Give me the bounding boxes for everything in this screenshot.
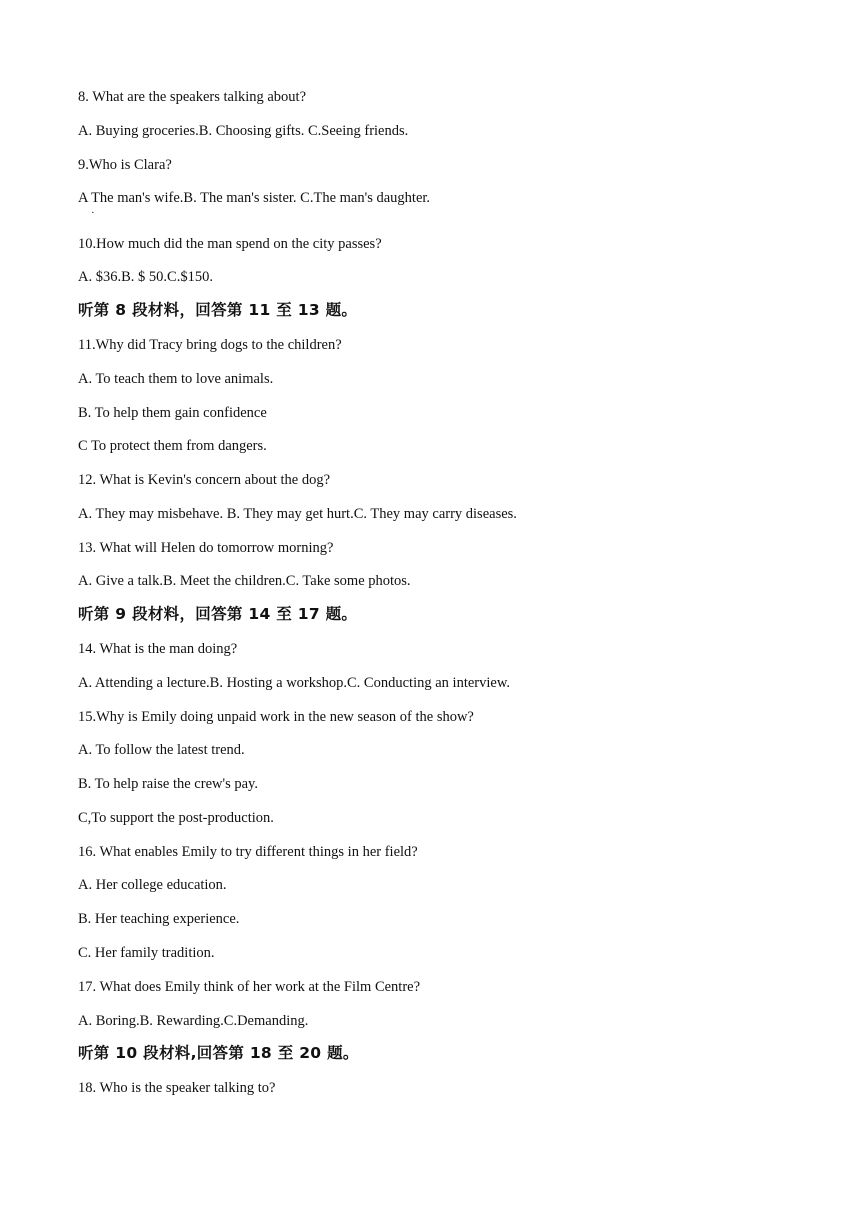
question-16-option-c: C. Her family tradition. (78, 945, 215, 961)
question-15-option-b: B. To help raise the crew's pay. (78, 776, 258, 792)
question-18: 18. Who is the speaker talking to? (78, 1080, 276, 1096)
question-12-options: A. They may misbehave. B. They may get hurt.C. They may carry diseases. (78, 506, 517, 522)
question-11: 11.Why did Tracy bring dogs to the children? (78, 337, 342, 353)
question-9-options: A The man's wife.B. The man's sister. C.The man's daughter. (78, 190, 431, 206)
question-12: 12. What is Kevin's concern about the dog? (78, 472, 331, 488)
question-17-options: A. Boring.B. Rewarding.C.Demanding. (78, 1013, 309, 1029)
question-16: 16. What enables Emily to try different things in her field? (78, 844, 418, 860)
question-14-options: A. Attending a lecture.B. Hosting a workshop.C. Conducting an interview. (78, 675, 510, 691)
stray-dot-mark: · (91, 207, 95, 219)
question-15-option-a: A. To follow the latest trend. (78, 742, 245, 758)
question-13: 13. What will Helen do tomorrow morning? (78, 540, 334, 556)
question-16-option-b: B. Her teaching experience. (78, 911, 240, 927)
question-9: 9.Who is Clara? (78, 157, 172, 173)
section-heading-9: 听第 9 段材料，回答第 14 至 17 题。 (78, 605, 358, 623)
question-11-option-a: A. To teach them to love animals. (78, 371, 274, 387)
question-15: 15.Why is Emily doing unpaid work in the new season of the show? (78, 709, 474, 725)
section-heading-10: 听第 10 段材料,回答第 18 至 20 题。 (78, 1044, 359, 1062)
question-11-option-b: B. To help them gain confidence (78, 405, 267, 421)
question-13-options: A. Give a talk.B. Meet the children.C. Take some photos. (78, 573, 411, 589)
question-11-option-c: C To protect them from dangers. (78, 438, 267, 454)
question-16-option-a: A. Her college education. (78, 877, 227, 893)
question-8: 8. What are the speakers talking about? (78, 89, 307, 105)
question-10: 10.How much did the man spend on the city passes? (78, 236, 382, 252)
question-14: 14. What is the man doing? (78, 641, 238, 657)
question-15-option-c: C,To support the post-production. (78, 810, 274, 826)
question-17: 17. What does Emily think of her work at the Film Centre? (78, 979, 421, 995)
section-heading-8: 听第 8 段材料，回答第 11 至 13 题。 (78, 301, 358, 319)
question-8-options: A. Buying groceries.B. Choosing gifts. C.Seeing friends. (78, 123, 409, 139)
question-10-options: A. $36.B. $ 50.C.$150. (78, 269, 213, 285)
